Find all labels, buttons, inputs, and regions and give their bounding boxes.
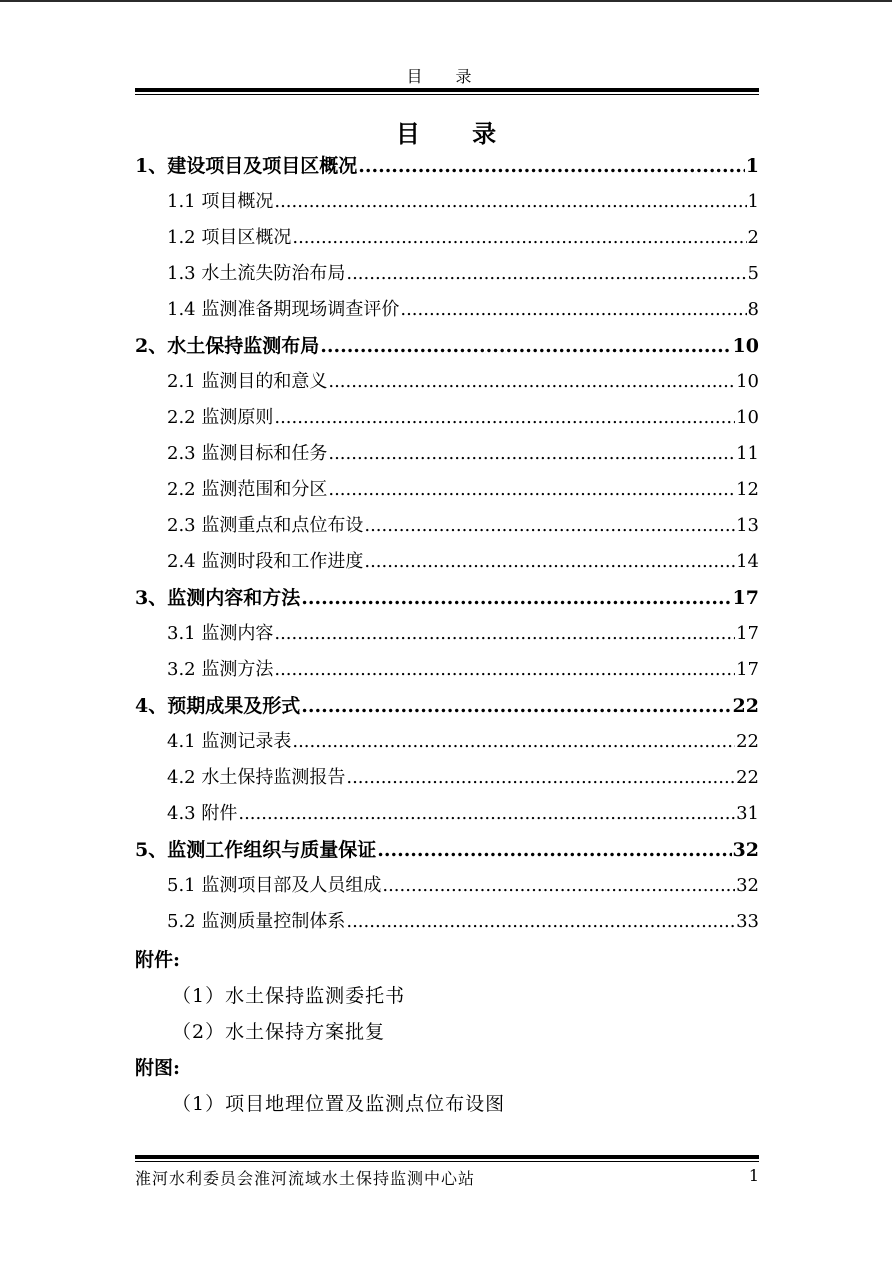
toc-entry-label: 2.3 监测目标和任务	[167, 443, 328, 464]
table-of-contents	[135, 148, 759, 940]
toc-entry-label: 2.2 监测原则	[167, 407, 274, 428]
toc-dot-leader	[292, 724, 735, 760]
toc-dot-leader	[238, 796, 735, 832]
toc-section-row[interactable]	[135, 760, 759, 796]
toc-section-row[interactable]	[135, 904, 759, 940]
toc-entry-label: 5.1 监测项目部及人员组成	[167, 875, 382, 896]
toc-chapter-row[interactable]	[135, 688, 759, 724]
toc-entry-label: 2.2 监测范围和分区	[167, 479, 328, 500]
toc-entry-page: 10	[732, 335, 759, 357]
toc-entry-page: 11	[736, 443, 759, 464]
toc-section-row[interactable]	[135, 616, 759, 652]
figures-heading: 附图:	[135, 1057, 181, 1079]
toc-entry-page: 32	[732, 839, 759, 861]
toc-entry-label: 3.2 监测方法	[167, 659, 274, 680]
toc-section-row[interactable]	[135, 400, 759, 436]
toc-section-row[interactable]	[135, 292, 759, 328]
toc-entry-page: 5	[747, 263, 759, 284]
toc-dot-leader	[328, 364, 735, 400]
toc-entry-label: 1.3 水土流失防治布局	[167, 263, 346, 284]
footer-page-number: 1	[748, 1166, 759, 1185]
toc-section-row[interactable]	[135, 220, 759, 256]
toc-section-row[interactable]	[135, 508, 759, 544]
toc-dot-leader	[301, 688, 731, 724]
toc-entry-page: 17	[736, 623, 759, 644]
toc-entry-label: 5.2 监测质量控制体系	[167, 911, 346, 932]
footer-rule	[135, 1155, 759, 1162]
toc-dot-leader	[382, 868, 735, 904]
toc-entry-page: 13	[736, 515, 759, 536]
toc-entry-label: 4.2 水土保持监测报告	[167, 767, 346, 788]
toc-section-row[interactable]	[135, 652, 759, 688]
toc-dot-leader	[364, 508, 735, 544]
toc-dot-leader	[364, 544, 735, 580]
toc-dot-leader	[328, 436, 735, 472]
toc-entry-page: 1	[747, 191, 759, 212]
toc-section-row[interactable]	[135, 184, 759, 220]
toc-entry-page: 10	[736, 407, 759, 428]
toc-entry-page: 14	[736, 551, 759, 572]
footer-organization: 淮河水利委员会淮河流域水土保持监测中心站	[135, 1169, 476, 1188]
toc-entry-label: 5、监测工作组织与质量保证	[135, 839, 377, 861]
toc-section-row[interactable]	[135, 472, 759, 508]
toc-dot-leader	[377, 832, 731, 868]
toc-entry-label: 2、水土保持监测布局	[135, 335, 320, 357]
toc-entry-label: 2.1 监测目的和意义	[167, 371, 328, 392]
toc-entry-page: 10	[736, 371, 759, 392]
attachment-item: （2）水土保持方案批复	[172, 1021, 386, 1043]
attachments-heading: 附件:	[135, 949, 181, 971]
toc-dot-leader	[292, 220, 746, 256]
toc-entry-label: 4、预期成果及形式	[135, 695, 301, 717]
toc-entry-page: 22	[736, 767, 759, 788]
toc-entry-page: 22	[736, 731, 759, 752]
toc-section-row[interactable]	[135, 796, 759, 832]
toc-section-row[interactable]	[135, 868, 759, 904]
toc-dot-leader	[274, 184, 746, 220]
page-top-border	[0, 0, 892, 2]
toc-title: 目 录	[395, 119, 519, 148]
toc-section-row[interactable]	[135, 256, 759, 292]
header-rule	[135, 88, 759, 95]
toc-entry-label: 3、监测内容和方法	[135, 587, 301, 609]
toc-dot-leader	[400, 292, 746, 328]
toc-chapter-row[interactable]	[135, 580, 759, 616]
figure-item: （1）项目地理位置及监测点位布设图	[172, 1093, 506, 1115]
toc-entry-page: 2	[747, 227, 759, 248]
toc-chapter-row[interactable]	[135, 832, 759, 868]
toc-section-row[interactable]	[135, 436, 759, 472]
running-header-title: 目 录	[406, 67, 486, 86]
toc-entry-label: 4.1 监测记录表	[167, 731, 292, 752]
toc-entry-label: 1.4 监测准备期现场调查评价	[167, 299, 400, 320]
toc-entry-label: 4.3 附件	[167, 803, 238, 824]
toc-entry-page: 31	[736, 803, 759, 824]
toc-dot-leader	[301, 580, 731, 616]
toc-entry-label: 3.1 监测内容	[167, 623, 274, 644]
toc-entry-page: 22	[732, 695, 759, 717]
toc-entry-label: 2.3 监测重点和点位布设	[167, 515, 364, 536]
toc-entry-page: 17	[736, 659, 759, 680]
toc-entry-page: 12	[736, 479, 759, 500]
toc-entry-page: 33	[736, 911, 759, 932]
toc-dot-leader	[328, 472, 735, 508]
toc-dot-leader	[346, 256, 746, 292]
toc-chapter-row[interactable]	[135, 148, 759, 184]
toc-entry-label: 1.2 项目区概况	[167, 227, 292, 248]
toc-dot-leader	[274, 400, 735, 436]
toc-entry-label: 2.4 监测时段和工作进度	[167, 551, 364, 572]
toc-dot-leader	[274, 652, 735, 688]
toc-entry-label: 1、建设项目及项目区概况	[135, 155, 358, 177]
toc-entry-page: 32	[736, 875, 759, 896]
toc-entry-label: 1.1 项目概况	[167, 191, 274, 212]
toc-dot-leader	[320, 328, 731, 364]
toc-dot-leader	[274, 616, 735, 652]
toc-chapter-row[interactable]	[135, 328, 759, 364]
toc-entry-page: 17	[732, 587, 759, 609]
toc-section-row[interactable]	[135, 364, 759, 400]
toc-section-row[interactable]	[135, 724, 759, 760]
toc-entry-page: 1	[745, 155, 759, 177]
toc-dot-leader	[346, 760, 735, 796]
toc-dot-leader	[358, 148, 745, 184]
attachment-item: （1）水土保持监测委托书	[172, 985, 406, 1007]
toc-entry-page: 8	[747, 299, 759, 320]
toc-section-row[interactable]	[135, 544, 759, 580]
toc-dot-leader	[346, 904, 735, 940]
